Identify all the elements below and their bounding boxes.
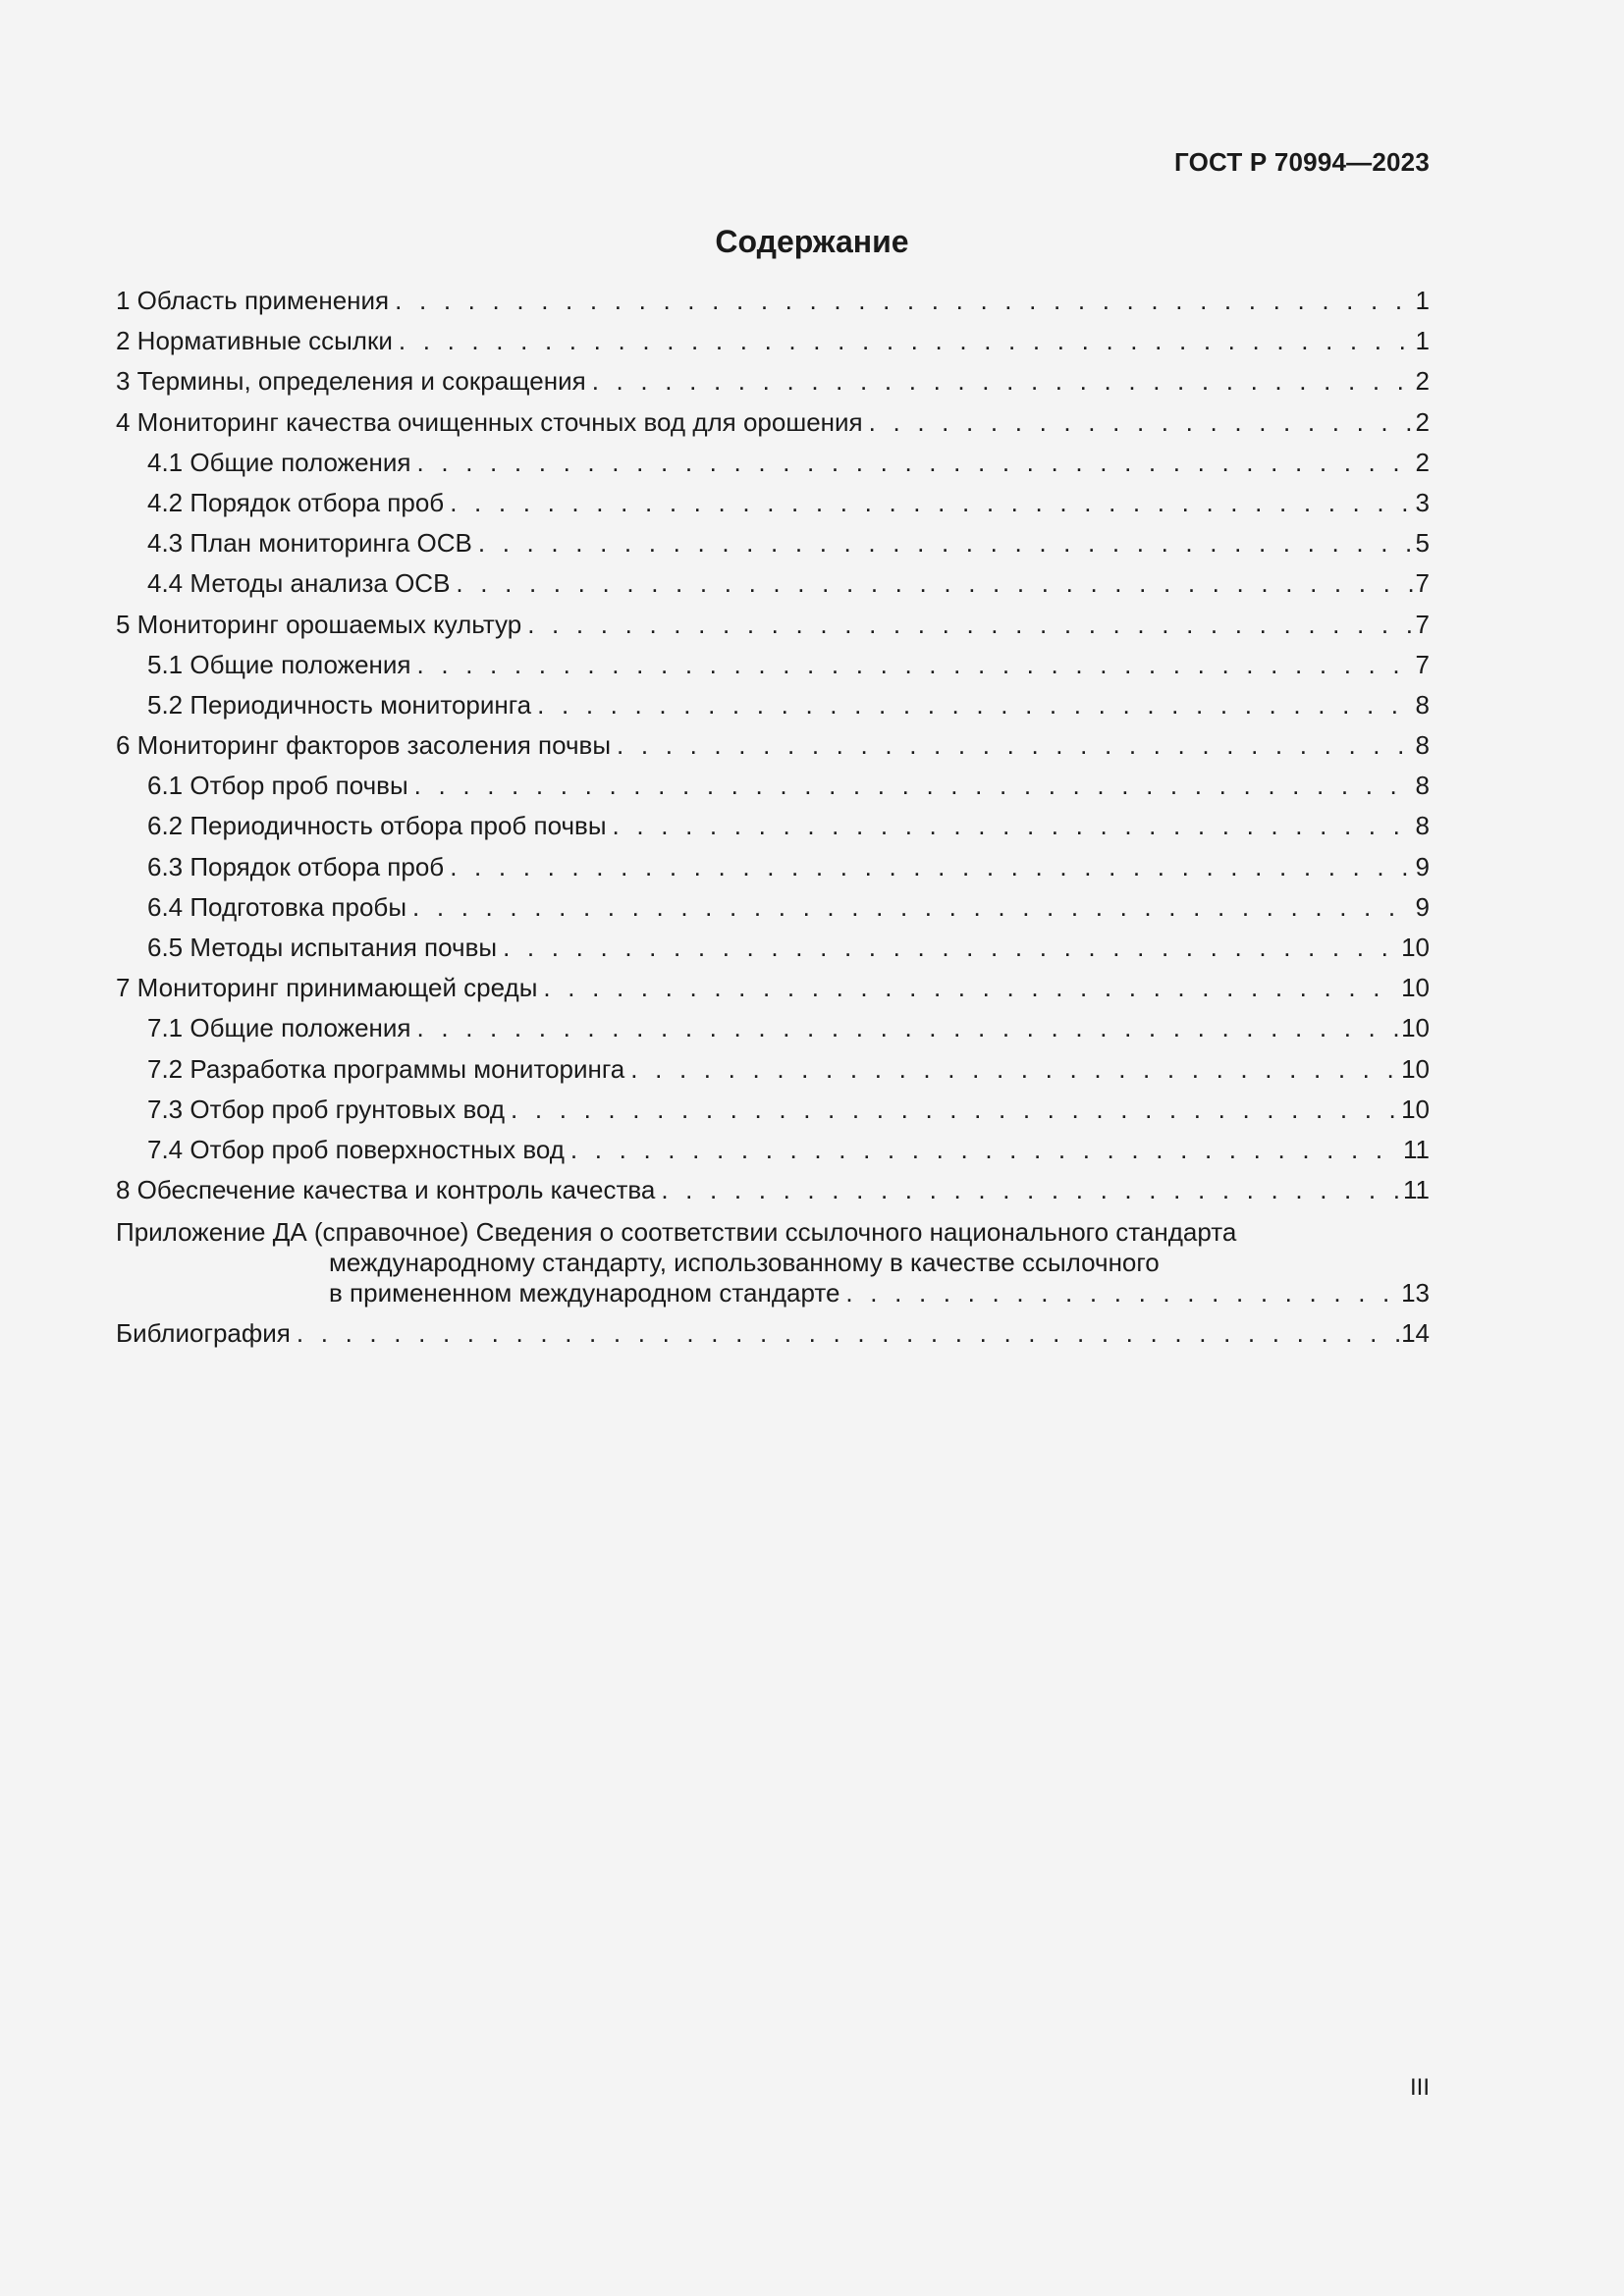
leader-dots	[613, 811, 1414, 840]
toc-entry-label: 5 Мониторинг орошаемых культур	[116, 609, 522, 639]
leader-dots	[414, 771, 1414, 800]
toc-entry[interactable]	[116, 933, 1430, 973]
toc-page-number: 2	[1415, 447, 1430, 477]
toc-entry-label: 6 Мониторинг факторов засоления почвы	[116, 730, 612, 761]
toc-page-number: 10	[1401, 933, 1430, 962]
toc-page-number: 9	[1415, 851, 1430, 881]
leader-dots	[630, 1054, 1399, 1084]
toc-page-number: 14	[1401, 1318, 1430, 1349]
leader-dots	[570, 1135, 1401, 1164]
toc-entry[interactable]	[116, 811, 1430, 851]
leader-dots	[845, 1278, 1399, 1308]
toc-entry-label: 7 Мониторинг принимающей среды	[116, 973, 538, 1003]
leader-dots	[592, 366, 1414, 396]
leader-dots	[617, 730, 1413, 760]
toc-page-number: 8	[1415, 689, 1430, 720]
leader-dots	[661, 1175, 1401, 1204]
toc-entry-label: 4.4 Методы анализа ОСВ	[147, 568, 451, 599]
toc-page-number: 11	[1403, 1175, 1430, 1205]
toc-entry-label: Библиография	[116, 1318, 291, 1349]
toc-entry-label: 2 Нормативные ссылки	[116, 326, 393, 356]
toc-entry-label: 3 Термины, определения и сокращения	[116, 366, 586, 397]
toc-entry[interactable]	[116, 610, 1430, 650]
leader-dots	[417, 650, 1414, 679]
toc-entry-label: 7.4 Отбор проб поверхностных вод	[147, 1134, 565, 1164]
toc-entry-label: 8 Обеспечение качества и контроль качества	[116, 1175, 656, 1205]
toc-page-number: 10	[1401, 973, 1430, 1003]
toc-entry[interactable]	[116, 852, 1430, 892]
leader-dots	[395, 286, 1413, 315]
leader-dots	[503, 933, 1399, 962]
toc-entry[interactable]	[116, 568, 1430, 609]
toc-entry[interactable]	[116, 1135, 1430, 1175]
appendix-line-3: в примененном международном стандарте	[329, 1278, 840, 1308]
toc-entry-label: 4 Мониторинг качества очищенных сточных вод для орошения	[116, 406, 863, 437]
toc-appendix-entry[interactable]	[116, 1217, 1430, 1308]
toc-page-number: 11	[1403, 1134, 1430, 1164]
toc-entry-label: 7.1 Общие положения	[147, 1013, 411, 1043]
toc-page-number: 1	[1415, 286, 1430, 315]
toc-entry[interactable]	[116, 730, 1430, 771]
leader-dots	[297, 1318, 1399, 1348]
toc-page-number: 8	[1415, 811, 1430, 841]
toc-entry-label: 4.2 Порядок отбора проб	[147, 487, 445, 517]
leader-dots	[869, 407, 1414, 437]
toc-entry[interactable]	[116, 366, 1430, 406]
toc-entry-label: 5.1 Общие положения	[147, 649, 411, 679]
toc-entry-label: 6.4 Подготовка пробы	[147, 891, 407, 922]
toc-page-number: 10	[1401, 1053, 1430, 1084]
leader-dots	[511, 1095, 1399, 1124]
leader-dots	[450, 488, 1413, 517]
toc-page-number: 2	[1415, 406, 1430, 437]
toc-page-number: 8	[1415, 771, 1430, 801]
leader-dots	[537, 690, 1413, 720]
toc-page-number: 1	[1415, 326, 1430, 356]
toc-entry-label: 7.3 Отбор проб грунтовых вод	[147, 1094, 506, 1124]
toc-page-number: 10	[1401, 1013, 1430, 1043]
toc-page-number: 7	[1415, 609, 1430, 639]
leader-dots	[527, 610, 1413, 639]
page-title: Содержание	[715, 224, 909, 259]
table-of-contents	[116, 286, 1430, 1360]
toc-entry[interactable]	[116, 326, 1430, 366]
toc-entry[interactable]	[116, 973, 1430, 1013]
toc-entries	[116, 286, 1430, 1215]
leader-dots	[456, 568, 1413, 598]
document-code: ГОСТ Р 70994—2023	[1174, 147, 1430, 177]
toc-page-number: 7	[1415, 568, 1430, 599]
toc-entry-label: 1 Область применения	[116, 286, 390, 315]
toc-page-number: 3	[1415, 487, 1430, 517]
toc-entry[interactable]	[116, 771, 1430, 811]
toc-entry-label: 4.1 Общие положения	[147, 447, 411, 477]
toc-entry-label: 5.2 Периодичность мониторинга	[147, 689, 532, 720]
toc-entry-label: 6.3 Порядок отбора проб	[147, 851, 445, 881]
toc-page-number: 7	[1415, 649, 1430, 679]
toc-entry-label: 4.3 План мониторинга ОСВ	[147, 528, 472, 559]
leader-dots	[412, 892, 1414, 922]
toc-entry[interactable]	[116, 528, 1430, 568]
appendix-line-2: международному стандарту, использованному в качестве ссылочного	[329, 1248, 1160, 1278]
toc-entry-label: 6.1 Отбор проб почвы	[147, 771, 408, 801]
toc-entry[interactable]	[116, 1013, 1430, 1053]
toc-entry[interactable]	[116, 690, 1430, 730]
leader-dots	[399, 326, 1414, 355]
toc-page-number: 9	[1415, 891, 1430, 922]
toc-entry[interactable]	[116, 407, 1430, 448]
toc-page-number: 13	[1401, 1278, 1430, 1308]
appendix-line-1: Приложение ДА (справочное) Сведения о соответствии ссылочного национального стандарта	[116, 1217, 1237, 1248]
toc-bibliography-entry[interactable]	[116, 1318, 1430, 1359]
toc-entry[interactable]	[116, 892, 1430, 933]
leader-dots	[417, 448, 1414, 477]
leader-dots	[450, 852, 1413, 881]
leader-dots	[417, 1013, 1400, 1042]
toc-entry-label: 6.5 Методы испытания почвы	[147, 933, 498, 962]
toc-page-number: 8	[1415, 730, 1430, 761]
leader-dots	[478, 528, 1414, 558]
toc-entry[interactable]	[116, 448, 1430, 488]
leader-dots	[543, 973, 1399, 1002]
toc-entry[interactable]	[116, 1054, 1430, 1095]
toc-entry[interactable]	[116, 1095, 1430, 1135]
toc-entry[interactable]	[116, 1175, 1430, 1215]
toc-entry[interactable]	[116, 488, 1430, 528]
toc-entry-label: 6.2 Периодичность отбора проб почвы	[147, 811, 607, 841]
toc-page-number: 5	[1415, 528, 1430, 559]
toc-page-number: 2	[1415, 366, 1430, 397]
toc-page-number: 10	[1401, 1094, 1430, 1124]
toc-entry-label: 7.2 Разработка программы мониторинга	[147, 1053, 625, 1084]
toc-entry[interactable]	[116, 286, 1430, 326]
page-number: III	[1409, 2074, 1430, 2101]
toc-entry[interactable]	[116, 650, 1430, 690]
